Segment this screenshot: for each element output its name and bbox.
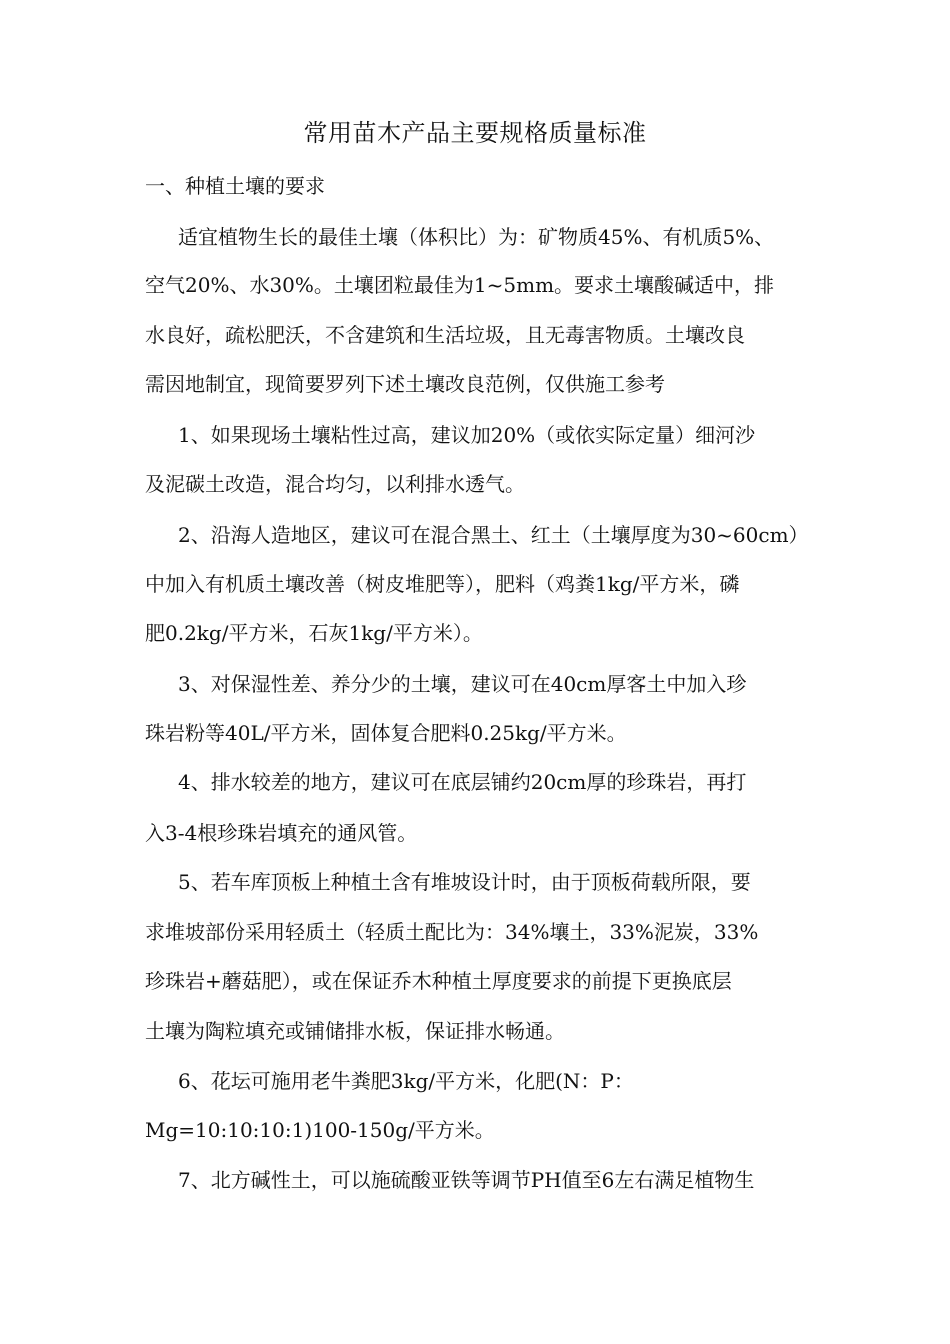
paragraph-line: 空气20%、水30%。土壤团粒最佳为1~5mm。要求土壤酸碱适中，排 bbox=[145, 273, 775, 297]
paragraph-line: 水良好，疏松肥沃，不含建筑和生活垃圾，且无毒害物质。土壤改良 bbox=[145, 323, 745, 347]
paragraph-line: 肥0.2kg/平方米，石灰1kg/平方米）。 bbox=[145, 621, 483, 645]
paragraph-line: 及泥碳土改造，混合均匀，以利排水透气。 bbox=[145, 472, 525, 496]
section-heading: 一、种植土壤的要求 bbox=[145, 174, 325, 198]
document-title: 常用苗木产品主要规格质量标准 bbox=[303, 119, 647, 147]
paragraph-line: 2、沿海人造地区，建议可在混合黑土、红土（土壤厚度为30~60cm） bbox=[178, 523, 809, 547]
paragraph-line: 5、若车库顶板上种植土含有堆坡设计时，由于顶板荷载所限，要 bbox=[178, 870, 751, 894]
paragraph-line: 需因地制宜，现简要罗列下述土壤改良范例，仅供施工参考 bbox=[145, 372, 665, 396]
paragraph-line: 3、对保湿性差、养分少的土壤，建议可在40cm厚客土中加入珍 bbox=[178, 672, 747, 696]
paragraph-line: 4、排水较差的地方，建议可在底层铺约20cm厚的珍珠岩，再打 bbox=[178, 770, 747, 794]
paragraph-line: 7、北方碱性土，可以施硫酸亚铁等调节PH值至6左右满足植物生 bbox=[178, 1168, 755, 1192]
paragraph-line: 土壤为陶粒填充或铺储排水板，保证排水畅通。 bbox=[145, 1019, 565, 1043]
paragraph-line: 入3-4根珍珠岩填充的通风管。 bbox=[145, 821, 418, 845]
paragraph-line: 中加入有机质土壤改善（树皮堆肥等），肥料（鸡粪1kg/平方米，磷 bbox=[145, 572, 740, 596]
paragraph-line: Mg=10:10:10:1)100-150g/平方米。 bbox=[145, 1118, 495, 1142]
paragraph-line: 珍珠岩+蘑菇肥），或在保证乔木种植土厚度要求的前提下更换底层 bbox=[145, 969, 732, 993]
paragraph-line: 珠岩粉等40L/平方米，固体复合肥料0.25kg/平方米。 bbox=[145, 721, 627, 745]
paragraph-line: 6、花坛可施用老牛粪肥3kg/平方米，化肥(N：P： bbox=[178, 1069, 634, 1093]
paragraph-line: 1、如果现场土壤粘性过高，建议加20%（或依实际定量）细河沙 bbox=[178, 423, 756, 447]
paragraph-line: 求堆坡部份采用轻质土（轻质土配比为：34%壤土，33%泥炭，33% bbox=[145, 920, 759, 944]
paragraph-line: 适宜植物生长的最佳土壤（体积比）为：矿物质45%、有机质5%、 bbox=[178, 225, 775, 249]
